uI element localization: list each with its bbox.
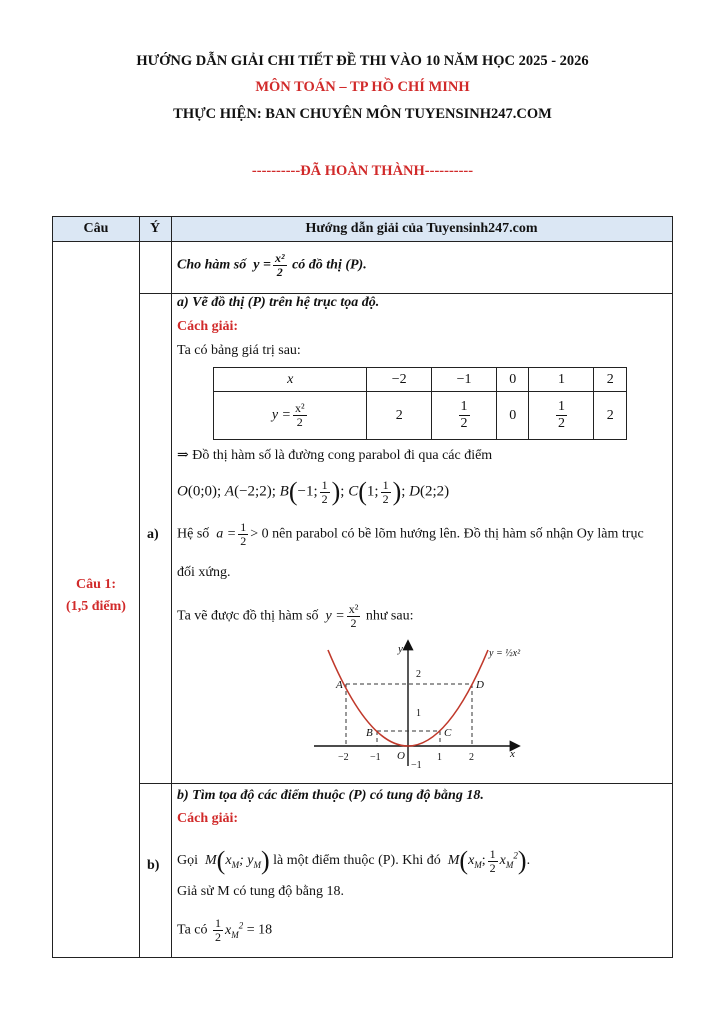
part-a-line3: Hệ số a = $\frac{1}{2}$ > 0 nên parabol có bề lõm hướng lên. Đồ thị hàm số nhận Oy làm trục bbox=[177, 520, 644, 548]
part-a-line5: Ta vẽ được đồ thị hàm số y = $\frac{\text{x²}}{2}$ như sau: bbox=[177, 602, 414, 630]
points-line: O(0;0); A(−2;2); B(−1; $\frac{1}{2}$ ); C(1; $\frac{1}{2}$ ); D(2;2) bbox=[177, 477, 450, 506]
tick-x: −2 bbox=[338, 752, 349, 763]
y-axis-label: y bbox=[398, 643, 403, 655]
part-a-line2: ⇒ Đồ thị hàm số là đường cong parabol đi qua các điểm bbox=[177, 448, 493, 463]
intro-fraction: $\frac{\text{x²}}{2}$ bbox=[274, 251, 285, 279]
intro-post: có đồ thị (P). bbox=[292, 257, 367, 273]
header-y: Ý bbox=[149, 221, 161, 236]
row-divider-2 bbox=[139, 783, 672, 784]
point-c-label: C bbox=[444, 727, 452, 739]
origin-label: O bbox=[397, 750, 405, 762]
question-label: Câu 1: bbox=[75, 577, 117, 592]
value-table-y-header: y = $\frac{\text{x²}}{2}$ bbox=[214, 392, 367, 440]
line1-pre: Gọi bbox=[177, 853, 198, 869]
tick-x: 2 bbox=[469, 752, 474, 763]
part-b-line2: Giả sử M có tung độ bằng 18. bbox=[177, 884, 345, 899]
line3b-post: = 18 bbox=[246, 922, 273, 938]
x-axis-label: x bbox=[510, 748, 515, 760]
question-points: (1,5 điểm) bbox=[66, 599, 126, 614]
part-b-title: b) Tìm tọa độ các điểm thuộc (P) có tung độ bằng 18. bbox=[177, 788, 484, 803]
header-solution: Hướng dẫn giải của Tuyensinh247.com bbox=[305, 221, 538, 236]
intro-formula: y = bbox=[249, 257, 271, 273]
value-table-x: 0 bbox=[497, 368, 529, 392]
value-table-y: 2 bbox=[367, 392, 432, 440]
tick-y: 1 bbox=[416, 708, 421, 719]
intro-pre: Cho hàm số bbox=[177, 257, 247, 273]
value-table-y: $\frac{1}{2}$ bbox=[529, 392, 594, 440]
part-b-label: b) bbox=[147, 858, 160, 873]
value-table-x-header: x bbox=[214, 368, 367, 392]
line5-pre: Ta vẽ được đồ thị hàm số bbox=[177, 608, 319, 624]
line3b-pre: Ta có bbox=[177, 922, 208, 938]
status-line: ----------ĐÃ HOÀN THÀNH---------- bbox=[251, 163, 474, 179]
tick-y: −1 bbox=[411, 760, 422, 771]
subject-title: MÔN TOÁN – TP HỒ CHÍ MINH bbox=[255, 79, 470, 95]
point-a-label: A bbox=[336, 679, 343, 691]
document-title: HƯỚNG DẪN GIẢI CHI TIẾT ĐỀ THI VÀO 10 NĂM HỌC 2025 - 2026 bbox=[136, 53, 589, 69]
line3-post: nên parabol có bề lõm hướng lên. Đồ thị hàm số nhận Oy làm trục bbox=[272, 526, 644, 542]
value-table-x: 2 bbox=[594, 368, 627, 392]
author-line: THỰC HIỆN: BAN CHUYÊN MÔN TUYENSINH247.COM bbox=[173, 106, 552, 122]
intro-line bbox=[177, 252, 367, 279]
part-b-line3: Ta có $\frac{1}{2}$ $x_M^2 = 18$ bbox=[177, 916, 273, 944]
part-a-line4: đối xứng. bbox=[177, 565, 231, 580]
line3-pre: Hệ số bbox=[177, 526, 210, 542]
curve-label: y = ½x² bbox=[489, 648, 521, 659]
col-divider-2 bbox=[171, 217, 172, 957]
part-a-label: a) bbox=[147, 527, 159, 542]
value-table-y: 2 bbox=[594, 392, 627, 440]
value-table-y: $\frac{1}{2}$ bbox=[432, 392, 497, 440]
row-divider-1 bbox=[139, 293, 672, 294]
point-b-label: B bbox=[366, 727, 373, 739]
table-header-row bbox=[53, 217, 672, 242]
line1-mid: là một điểm thuộc (P). Khi đó bbox=[273, 853, 441, 869]
line5-post: như sau: bbox=[365, 608, 414, 624]
tick-y: 2 bbox=[416, 669, 421, 680]
value-table-x: −1 bbox=[432, 368, 497, 392]
value-table-y: 0 bbox=[497, 392, 529, 440]
tick-x: −1 bbox=[370, 752, 381, 763]
point-d-label: D bbox=[476, 679, 484, 691]
part-a-line1: Ta có bảng giá trị sau: bbox=[177, 343, 301, 358]
part-a-method: Cách giải: bbox=[177, 319, 239, 334]
value-table-x: −2 bbox=[367, 368, 432, 392]
part-a-title: a) Vẽ đồ thị (P) trên hệ trục tọa độ. bbox=[177, 295, 380, 310]
part-b-method: Cách giải: bbox=[177, 811, 239, 826]
parabola-graph bbox=[300, 632, 540, 772]
header-cau: Câu bbox=[83, 221, 109, 236]
tick-x: 1 bbox=[437, 752, 442, 763]
part-b-line1: Gọi $M(x_M$; $y_M$) là một điểm thuộc (P). Khi đó $M(x_M$; $\frac{1}{2}$ $x_M^2$). bbox=[177, 846, 531, 875]
value-table-x: 1 bbox=[529, 368, 594, 392]
value-table bbox=[213, 367, 627, 440]
